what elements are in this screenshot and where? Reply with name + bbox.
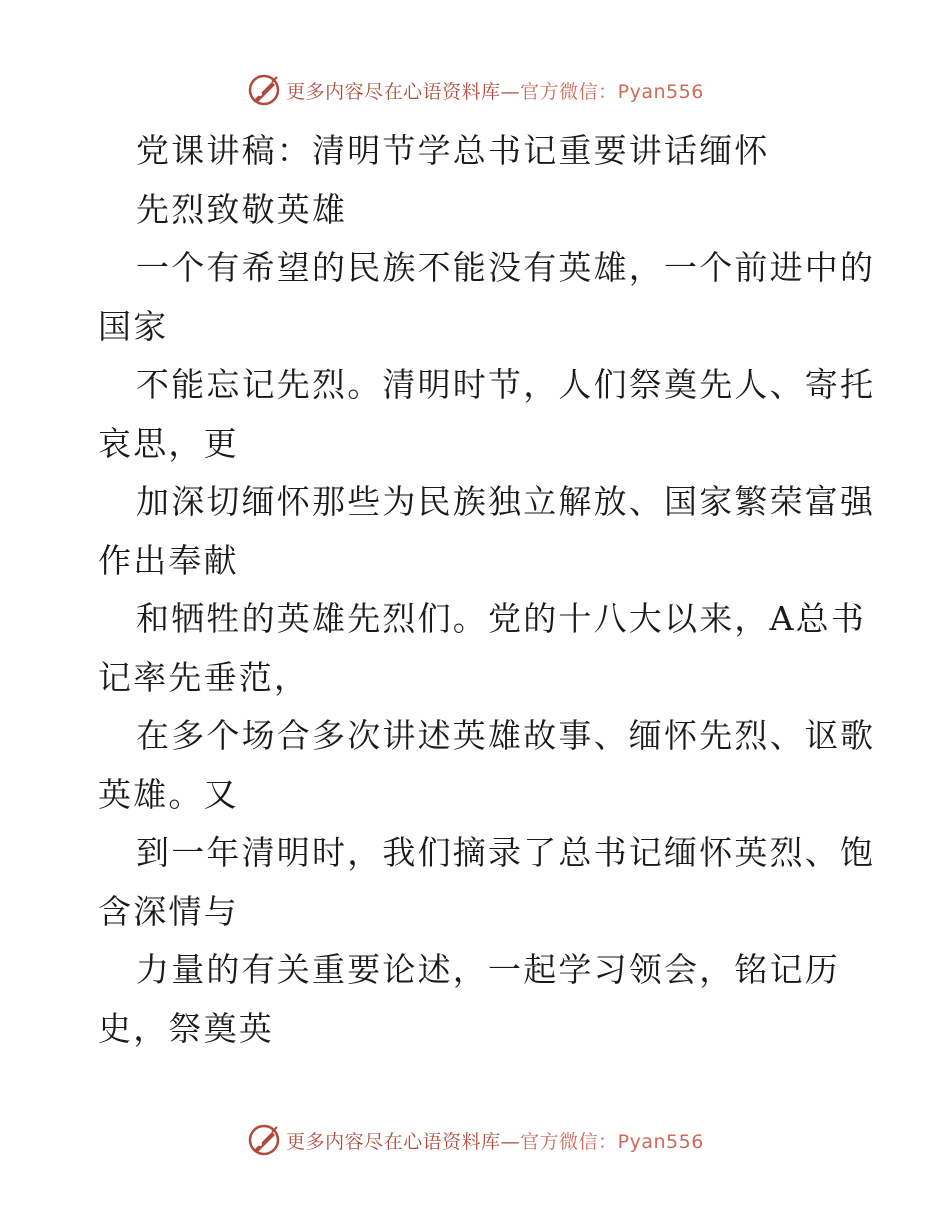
footer-wechat: 官方微信：Pyan556 [520, 1130, 704, 1153]
header-dash: — [500, 80, 521, 103]
paragraph-line: 到一年清明时，我们摘录了总书记缅怀英烈、饱 [136, 833, 876, 872]
header-brand: 更多内容尽在心语资料库 [286, 80, 501, 103]
footer-watermark [0, 1120, 950, 1160]
footer-brand: 更多内容尽在心语资料库 [286, 1130, 501, 1153]
title-line-2: 先烈致敬英雄 [136, 189, 348, 229]
paragraph-line: 史，祭奠英 [98, 1008, 274, 1048]
paragraph-line: 作出奉献 [98, 540, 239, 580]
header-wechat: 官方微信：Pyan556 [520, 80, 704, 103]
document-body [98, 122, 876, 1058]
paragraph-line: 记率先垂范， [98, 657, 310, 697]
paragraph-line: 哀思，更 [98, 423, 239, 463]
paragraph-line: 加深切缅怀那些为民族独立解放、国家繁荣富强 [136, 482, 876, 521]
title-line-1: 党课讲稿：清明节学总书记重要讲话缅怀 [136, 131, 770, 170]
paragraph-line: 一个有希望的民族不能没有英雄，一个前进中的 [136, 248, 876, 287]
paragraph-line: 国家 [98, 306, 169, 346]
quill-logo-icon [246, 1122, 282, 1158]
header-watermark [0, 70, 950, 110]
paragraph-line: 和牺牲的英雄先烈们。党的十八大以来，A总书 [136, 599, 867, 638]
paragraph-line: 力量的有关重要论述，一起学习领会，铭记历 [136, 950, 840, 989]
paragraph-line: 英雄。又 [98, 774, 239, 814]
footer-dash: — [500, 1130, 521, 1153]
paragraph-line: 不能忘记先烈。清明时节，人们祭奠先人、寄托 [136, 365, 876, 404]
quill-logo-icon [246, 72, 282, 108]
paragraph-line: 在多个场合多次讲述英雄故事、缅怀先烈、讴歌 [136, 716, 876, 755]
paragraph-line: 含深情与 [98, 891, 239, 931]
